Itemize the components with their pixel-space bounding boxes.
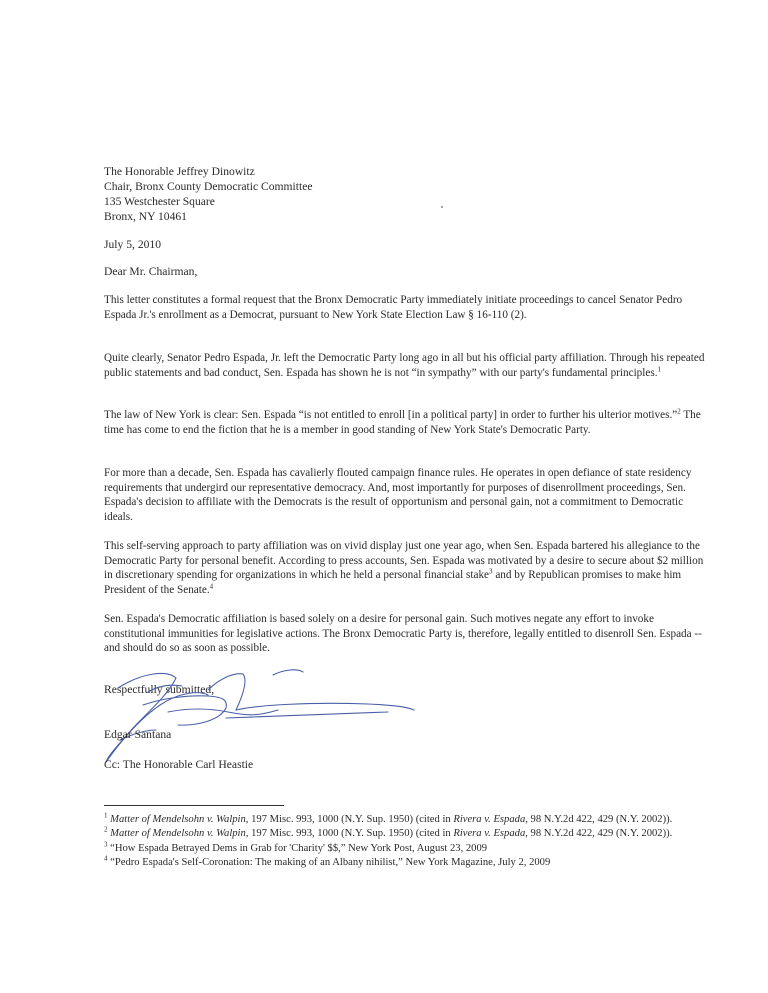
footnote-number: 3 <box>104 840 108 849</box>
case-name: Matter of Mendelsohn v. Walpin <box>110 828 246 840</box>
footnote-2 <box>104 827 728 841</box>
citation-text: , 98 N.Y.2d 422, 429 (N.Y. 2002)). <box>525 828 673 840</box>
footnote-4 <box>104 856 728 870</box>
citation-text: , 197 Misc. 993, 1000 (N.Y. Sup. 1950) (cited in <box>245 814 454 825</box>
paragraph-request: This letter constitutes a formal request that the Bronx Democratic Party immediately initiate proceedings to cancel Senator Pedro Espada Jr.'s enrollment as a Democrat, pursuant to New York State Election Law § 16-110 (2). <box>104 294 683 321</box>
recipient-city: Bronx, NY 10461 <box>104 210 187 223</box>
citation-text: “Pedro Espada's Self-Coronation: The making of an Albany nihilist,” New York Magazine, July 2, 2009 <box>107 857 551 869</box>
citation-text: “How Espada Betrayed Dems in Grab for 'Charity' $$,” New York Post, August 23, 2009 <box>107 842 488 854</box>
footnote-3 <box>104 842 728 856</box>
signer-name: Edgar Santana <box>104 728 172 741</box>
paragraph-conclusion: Sen. Espada's Democratic affiliation is based solely on a desire for personal gain. Such motives negate any effort to invoke constitutional immunities for legislative actions. The Bronx Democratic Party is, therefore, legally entitled to disenroll Sen. Espada -- and should do so as soon as possible. <box>104 613 702 655</box>
citation-text: , 98 N.Y.2d 422, 429 (N.Y. 2002)). <box>525 814 673 825</box>
case-name: Rivera v. Espada <box>453 828 526 840</box>
signature-icon <box>48 650 418 770</box>
footnote-number: 2 <box>104 825 108 834</box>
salutation: Dear Mr. Chairman, <box>104 265 198 278</box>
recipient-name: The Honorable Jeffrey Dinowitz <box>104 165 255 178</box>
paragraph-text: The time has come to end the fiction that he is a member in good standing of New York State's Democratic Party. <box>104 409 701 436</box>
paragraph-text: The law of New York is clear: Sen. Espada “is not entitled to enroll [in a political party] in order to further his ulterior motives.” <box>104 409 678 421</box>
letter-date: July 5, 2010 <box>104 238 162 251</box>
footnote-number: 1 <box>104 811 108 820</box>
paragraph-self-serving <box>104 539 710 597</box>
recipient-address <box>104 164 704 224</box>
footnote-ref-4[interactable]: 4 <box>209 582 214 591</box>
paragraph-text: This self-serving approach to party affiliation was on vivid display just one year ago, when Sen. Espada bartered his allegiance to the Democratic Party for personal benefit. According to press accounts, Sen. Espada was motivated by a desire to secure about $2 million in discretionary spending for organizations in which he held a personal financial stake <box>104 540 704 582</box>
recipient-street: 135 Westchester Square <box>104 195 215 208</box>
footnote-ref-3[interactable]: 3 <box>489 567 493 576</box>
closing: Respectfully submitted, <box>104 683 215 696</box>
paragraph-text: and by Republican promises to make him President of the Senate. <box>104 569 682 596</box>
citation-text: , 197 Misc. 993, 1000 (N.Y. Sup. 1950) (cited in <box>245 828 454 840</box>
paragraph-affiliation <box>104 351 710 380</box>
paragraph-text: Quite clearly, Senator Pedro Espada, Jr. left the Democratic Party long ago in all but his official party affiliation. Through his repeated public statements and bad conduct, Sen. Espada has shown he is not “in sympathy” with our party's fundamental principles. <box>104 352 705 379</box>
carbon-copy: Cc: The Honorable Carl Heastie <box>104 758 254 771</box>
case-name: Matter of Mendelsohn v. Walpin <box>110 814 246 825</box>
paragraph-law <box>104 408 710 437</box>
footnote-number: 4 <box>104 854 108 863</box>
footnote-1 <box>104 813 728 827</box>
footnotes <box>104 813 728 871</box>
footnote-ref-2[interactable]: 2 <box>677 407 681 416</box>
footnote-divider <box>104 805 284 806</box>
case-name: Rivera v. Espada <box>453 814 526 825</box>
scan-speck <box>441 206 443 208</box>
footnote-ref-1[interactable]: 1 <box>657 364 662 373</box>
paragraph-campaign-finance: For more than a decade, Sen. Espada has cavalierly flouted campaign finance rules. He operates in open defiance of state residency requirements that undergird our representative democracy. And, most importantly for purposes of disenrollment proceedings, Sen. Espada's decision to affiliate with the Democrats is the result of opportunism and personal gain, not a commitment to Democratic ideals. <box>104 467 692 523</box>
recipient-title: Chair, Bronx County Democratic Committee <box>104 180 313 193</box>
